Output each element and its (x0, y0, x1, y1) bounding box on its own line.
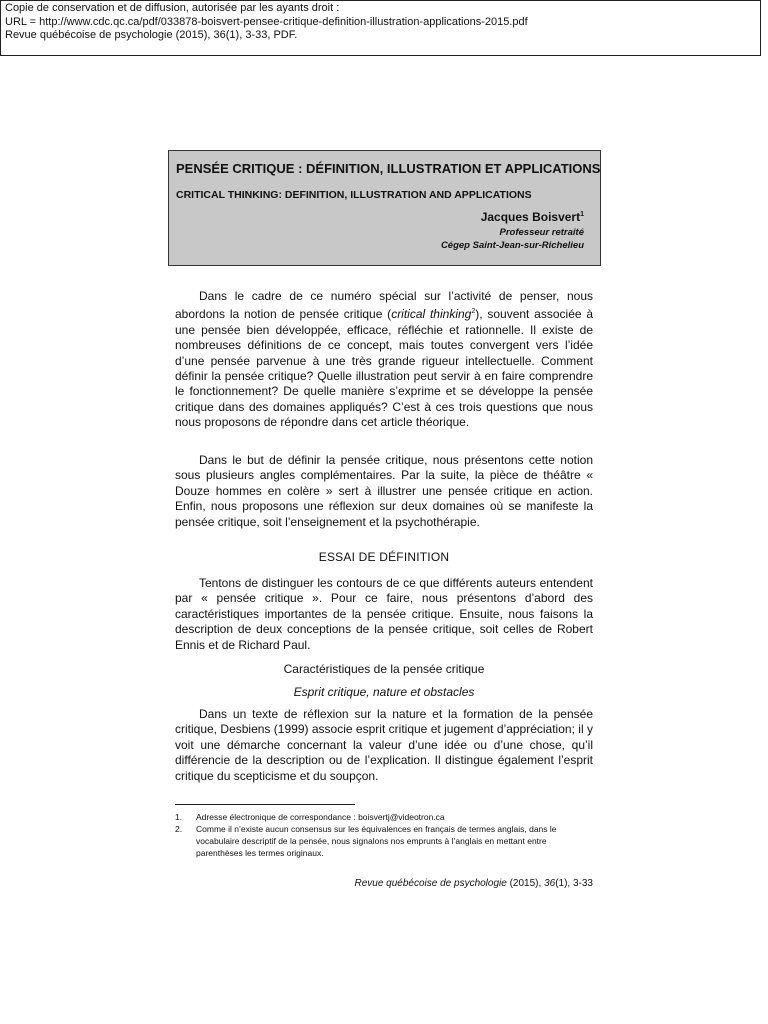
footnote-2 (175, 823, 593, 859)
journal-volume: 36 (544, 878, 556, 889)
article-title-en: CRITICAL THINKING: DEFINITION, ILLUSTRATION AND APPLICATIONS (176, 189, 532, 201)
notice-line-1: Copie de conservation et de diffusion, autorisée par les ayants droit : (5, 2, 340, 14)
article-title-box (168, 150, 601, 266)
footnote-divider (175, 804, 355, 805)
paragraph-intro-part2: ), souvent associée à une pensée bien développée, efficace, réfléchie et rationnelle. Il existe de nombreuses définitions de ce concept, mais toutes convergent vers l’idée d’une pensée parvenue à une très grande rigueur intellectuelle. Comment définir la pensée critique? Quelle illustration peut servir à en faire comprendre le fonctionnement? De quelle manière s’exprime et se développe la pensée critique dans des domaines appliqués? C’est à ces trois questions que nous nous proposons de répondre dans cet article théorique. (175, 307, 593, 430)
paragraph-intro-part1: Dans le cadre de ce numéro spécial sur l’activité de penser, nous abordons la notion de pensée critique ( (175, 289, 593, 322)
subsection-heading: Caractéristiques de la pensée critique (283, 662, 485, 676)
subsubsection-heading: Esprit critique, nature et obstacles (293, 685, 475, 699)
footnote-1-text: Adresse électronique de correspondance : boisvertj@videotron.ca (196, 812, 445, 822)
footnote-2-number: 2. (175, 824, 183, 834)
footnote-2-text: Comme il n’existe aucun consensus sur les équivalences en français de termes anglais, dans le vocabulaire descriptif de la pensée, nous signalons nos emprunts à l’anglais en mettant entre parenthèses les termes originaux. (196, 824, 557, 858)
article-title-fr: PENSÉE CRITIQUE : DÉFINITION, ILLUSTRATION ET APPLICATIONS (176, 161, 601, 176)
journal-year: (2015), (506, 878, 545, 889)
footnote-marker-2: 2 (471, 308, 476, 316)
journal-citation-footer (354, 878, 593, 889)
paragraph-outline: Dans le but de définir la pensée critique, nous présentons cette notion sous plusieurs angles complémentaires. Par la suite, la pièce de théâtre « Douze hommes en colère » sert à illustrer une pensée critique en action. Enfin, nous proposons une réflexion sur deux domaines où se manifeste la pensée critique, soit l’enseignement et la psychothérapie. (175, 453, 593, 529)
footnote-1 (175, 811, 593, 823)
author-name-text: Jacques Boisvert (480, 210, 581, 224)
paragraph-intro (175, 289, 593, 431)
paragraph-desbiens: Dans un texte de réflexion sur la nature et la formation de la pensée critique, Desbiens (1999) associe esprit critique et jugement d’appréciation; il y voit une démarche concernant la valeur d’une idée ou d’une chose, qu’il différencie de la description ou de l’explication. Il distingue également l’esprit critique du scepticisme et du soupçon. (175, 707, 593, 783)
author-footnote-marker: 1 (580, 211, 584, 218)
notice-line-2-url[interactable]: URL = http://www.cdc.qc.ca/pdf/033878-boisvert-pensee-critique-definition-illustration-applications-2015.pdf (5, 15, 528, 28)
paragraph-definition-intro: Tentons de distinguer les contours de ce que différents auteurs entendent par « pensée critique ». Pour ce faire, nous présentons d’abord des caractéristiques importantes de la pensée critique. Ensuite, nous faisons la description de deux conceptions de la pensée critique, soit celles de Robert Ennis et de Richard Paul. (175, 576, 593, 652)
paragraph-intro-italic-term: critical thinking (391, 307, 472, 322)
author-name (481, 210, 584, 224)
journal-name: Revue québécoise de psychologie (354, 878, 507, 889)
copyright-notice (0, 0, 761, 56)
section-heading: ESSAI DE DÉFINITION (318, 550, 450, 564)
notice-line-3: Revue québécoise de psychologie (2015), 36(1), 3-33, PDF. (5, 29, 298, 41)
author-institution: Cégep Saint-Jean-sur-Richelieu (440, 240, 584, 251)
author-role: Professeur retraité (499, 227, 584, 238)
footnote-1-number: 1. (175, 812, 183, 822)
journal-issue-pages: (1), 3-33 (555, 878, 593, 889)
